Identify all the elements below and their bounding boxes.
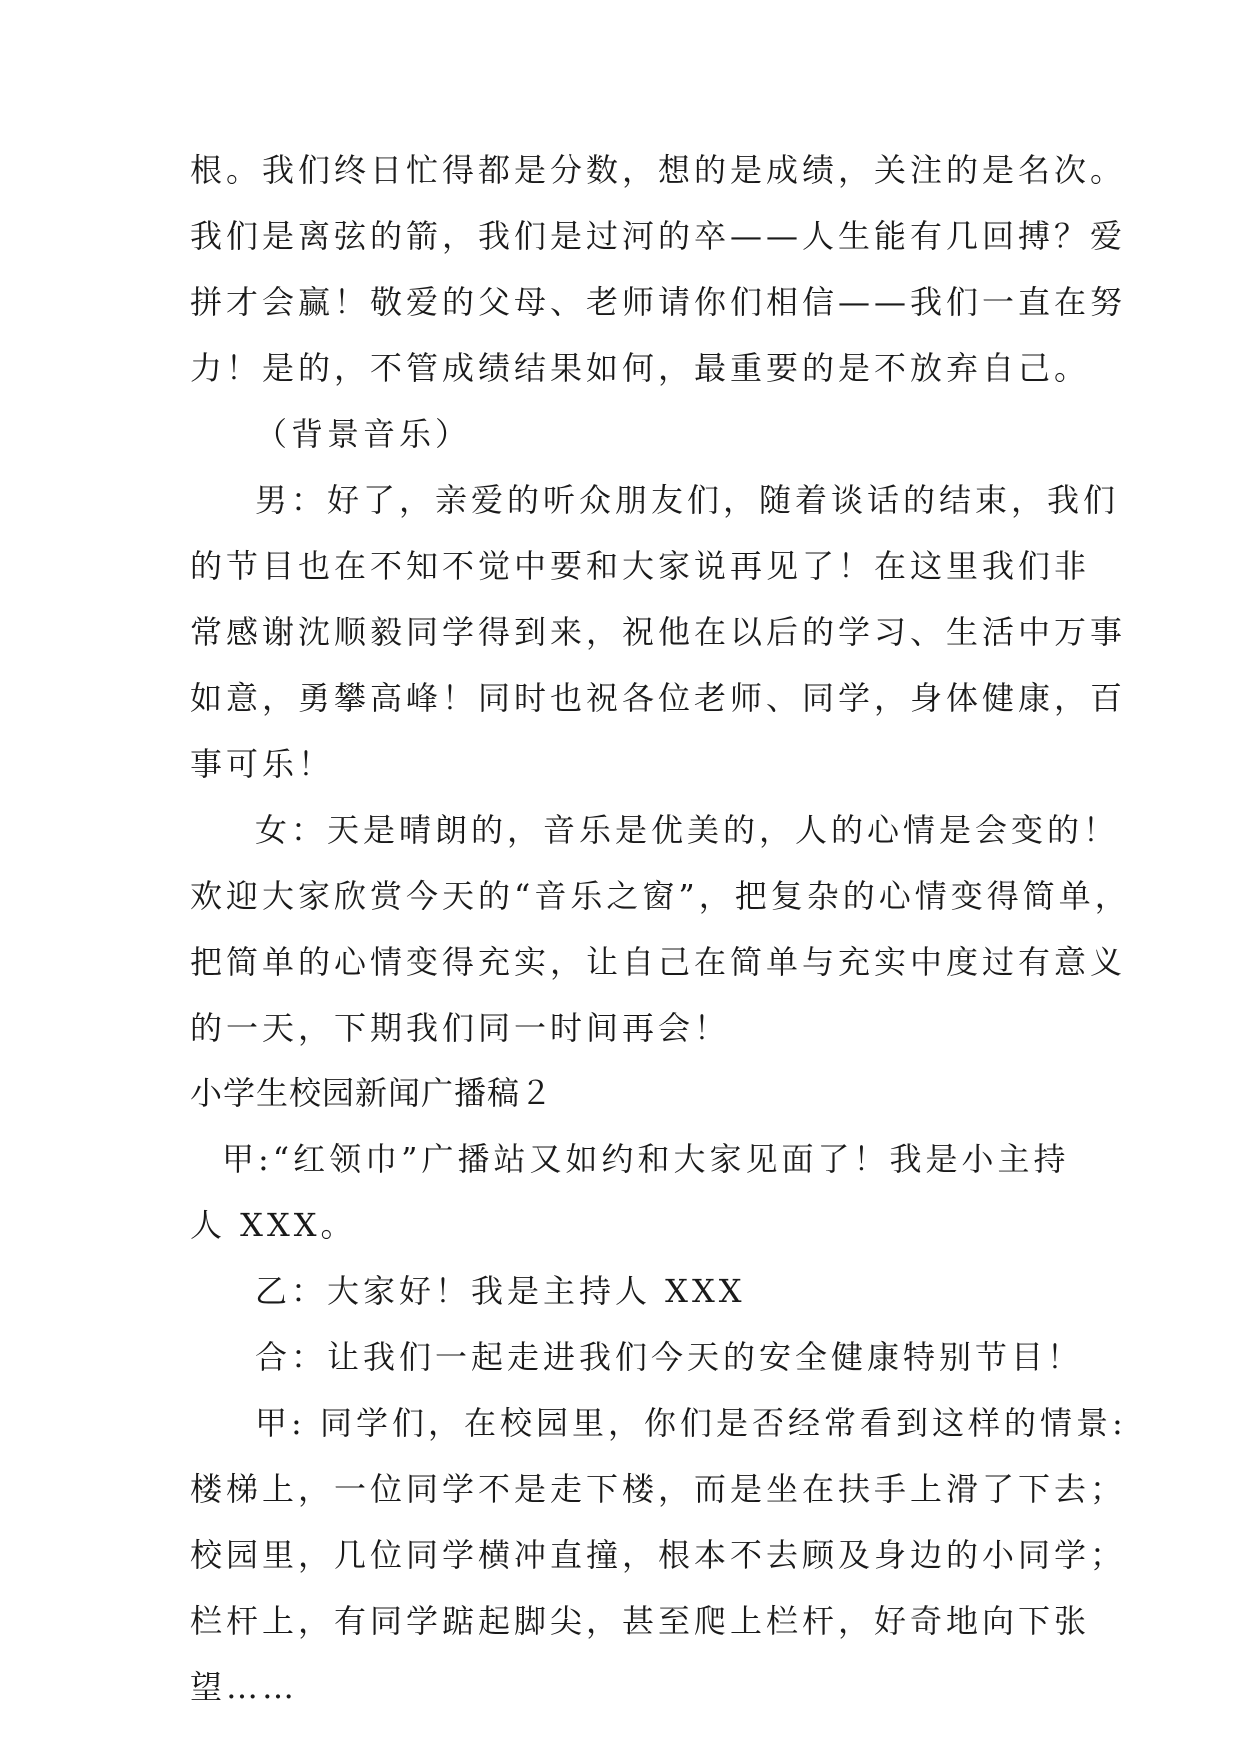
text-line: 女：天是晴朗的，音乐是优美的，人的心情是会变的！ [255, 811, 1120, 849]
text-line: 常感谢沈顺毅同学得到来，祝他在以后的学习、生活中万事 [190, 613, 1127, 651]
text-line: 的节目也在不知不觉中要和大家说再见了！在这里我们非 [190, 547, 1091, 585]
text-line: 人 XXX。 [190, 1206, 357, 1244]
section-heading: 小学生校园新闻广播稿２ [190, 1074, 554, 1112]
text-line: 校园里，几位同学横冲直撞，根本不去顾及身边的小同学； [190, 1536, 1127, 1574]
stage-direction: （背景音乐） [255, 415, 472, 453]
text-line: 我们是离弦的箭，我们是过河的卒——人生能有几回搏？爱 [190, 217, 1127, 255]
text-line: 根。我们终日忙得都是分数，想的是成绩，关注的是名次。 [190, 151, 1127, 189]
text-line: 栏杆上，有同学踮起脚尖，甚至爬上栏杆，好奇地向下张 [190, 1602, 1091, 1640]
text-line: 男：好了，亲爱的听众朋友们，随着谈话的结束，我们 [255, 481, 1120, 519]
text-line: 的一天，下期我们同一时间再会！ [190, 1009, 731, 1047]
text-line: 甲: 同学们，在校园里，你们是否经常看到这样的情景: [255, 1404, 1127, 1442]
text-line: 事可乐！ [190, 745, 335, 783]
text-line: 楼梯上，一位同学不是走下楼，而是坐在扶手上滑了下去； [190, 1470, 1127, 1508]
text-line: 把简单的心情变得充实，让自己在简单与充实中度过有意义 [190, 943, 1127, 981]
text-line: 欢迎大家欣赏今天的“音乐之窗”，把复杂的心情变得简单， [190, 877, 1131, 915]
text-line: 乙：大家好！我是主持人 XXX [255, 1272, 746, 1310]
text-line: 甲:“红领巾”广播站又如约和大家见面了！我是小主持 [222, 1140, 1070, 1178]
text-line: 拼才会赢！敬爱的父母、老师请你们相信——我们一直在努 [190, 283, 1127, 321]
text-line: 如意，勇攀高峰！同时也祝各位老师、同学，身体健康，百 [190, 679, 1127, 717]
text-line: 望…… [190, 1668, 299, 1706]
text-line: 力！是的，不管成绩结果如何，最重要的是不放弃自己。 [190, 349, 1091, 387]
text-line: 合：让我们一起走进我们今天的安全健康特别节目！ [255, 1338, 1084, 1376]
